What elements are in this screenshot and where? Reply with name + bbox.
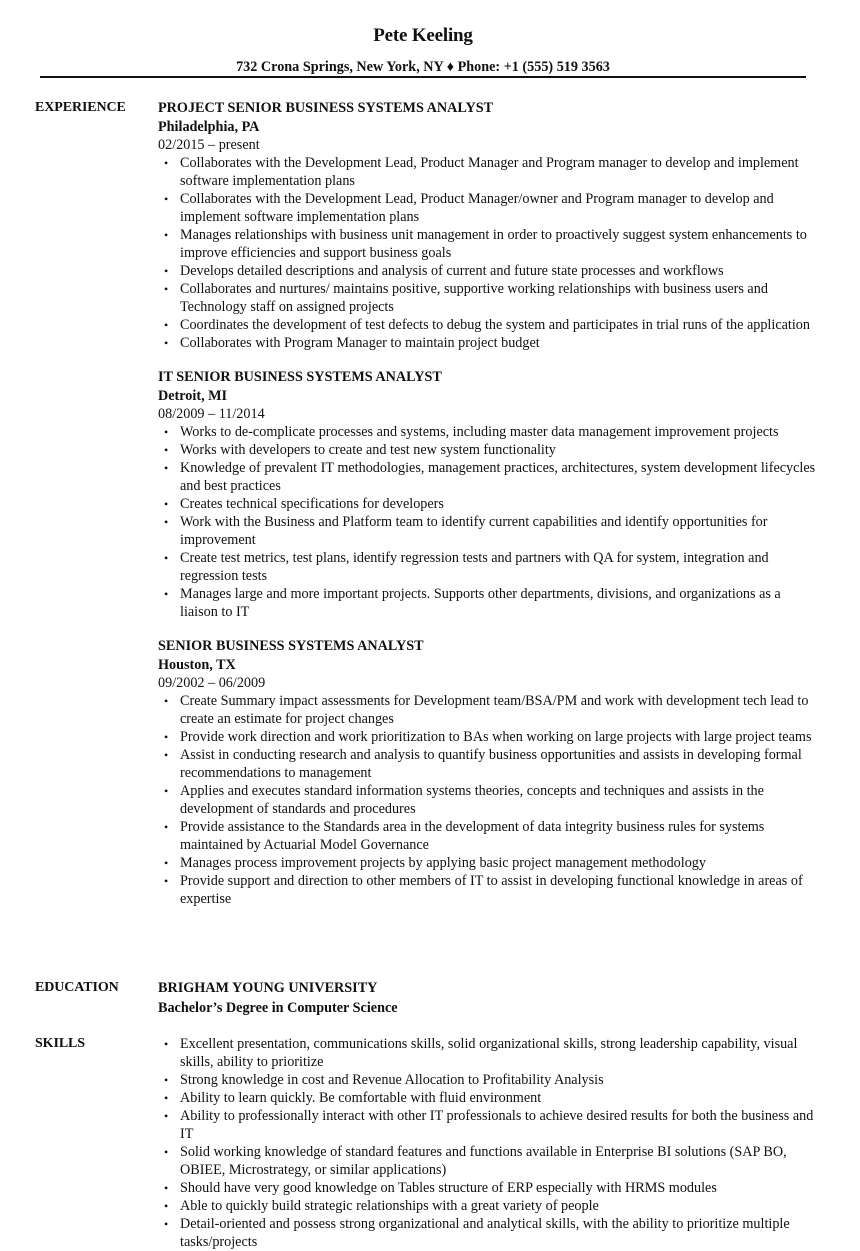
job-title: IT SENIOR BUSINESS SYSTEMS ANALYST <box>158 369 442 385</box>
skill-item: • Should have very good knowledge on Tables structure of ERP especially with HRMS modules <box>158 1179 818 1197</box>
bullet-item: • Work with the Business and Platform team to identify current capabilities and identify opportunities for improvement <box>158 513 818 549</box>
bullet-item: • Create Summary impact assessments for Development team/BSA/PM and work with development tech lead to create an estimate for project changes <box>158 692 818 728</box>
bullet-item: • Collaborates with the Development Lead, Product Manager and Program manager to develop and implement software implementation plans <box>158 154 818 190</box>
job-title: SENIOR BUSINESS SYSTEMS ANALYST <box>158 638 424 654</box>
bullet-item: • Develops detailed descriptions and analysis of current and future state processes and workflows <box>158 262 818 280</box>
job-location: Houston, TX <box>158 657 236 673</box>
job-bullets <box>158 692 818 908</box>
bullet-item: • Provide assistance to the Standards area in the development of data integrity business rules for systems maintained by Actuarial Model Governance <box>158 818 818 854</box>
resume-header <box>40 24 806 76</box>
section-label-experience: EXPERIENCE <box>35 100 126 115</box>
degree: Bachelor’s Degree in Computer Science <box>158 1000 398 1016</box>
bullet-item: • Collaborates with Program Manager to maintain project budget <box>158 334 818 352</box>
header-divider <box>40 76 806 78</box>
skill-item: • Ability to learn quickly. Be comfortable with fluid environment <box>158 1089 818 1107</box>
skill-item: • Able to quickly build strategic relationships with a great variety of people <box>158 1197 818 1215</box>
bullet-item: • Create test metrics, test plans, identify regression tests and partners with QA for system, integration and regression tests <box>158 549 818 585</box>
bullet-item: • Works to de-complicate processes and systems, including master data management improvement projects <box>158 423 818 441</box>
bullet-item: • Coordinates the development of test defects to debug the system and participates in trial runs of the application <box>158 316 818 334</box>
job-dates: 09/2002 – 06/2009 <box>158 675 266 691</box>
section-label-skills: SKILLS <box>35 1036 85 1051</box>
bullet-item: • Knowledge of prevalent IT methodologies, management practices, architectures, system development lifecycles and best practices <box>158 459 818 495</box>
bullet-item: • Manages process improvement projects by applying basic project management methodology <box>158 854 818 872</box>
skill-item: • Ability to professionally interact with other IT professionals to achieve desired results for both the business and IT <box>158 1107 818 1143</box>
skills-body <box>158 1035 818 1251</box>
bullet-item: • Creates technical specifications for developers <box>158 495 818 513</box>
experience-body <box>158 99 818 924</box>
skill-item: • Solid working knowledge of standard features and functions available in Enterprise BI solutions (SAP BO, OBIEE, Microstrategy, or similar applications) <box>158 1143 818 1179</box>
job-location: Detroit, MI <box>158 388 228 404</box>
bullet-item: • Collaborates and nurtures/ maintains positive, supportive working relationships with business users and Technology staff on assigned projects <box>158 280 818 316</box>
job-location: Philadelphia, PA <box>158 119 260 135</box>
job-dates: 02/2015 – present <box>158 137 260 153</box>
contact-line: 732 Crona Springs, New York, NY ♦ Phone: +1 (555) 519 3563 <box>236 59 610 75</box>
skills-list <box>158 1035 818 1251</box>
job-entry <box>158 368 818 621</box>
bullet-item: • Applies and executes standard information systems theories, concepts and techniques and assists in the development of standards and procedures <box>158 782 818 818</box>
skill-item: • Detail-oriented and possess strong organizational and analytical skills, with the ability to prioritize multiple tasks/projects <box>158 1215 818 1251</box>
school-name: BRIGHAM YOUNG UNIVERSITY <box>158 980 378 996</box>
bullet-item: • Manages relationships with business unit management in order to proactively suggest system enhancements to improve efficiencies and support business goals <box>158 226 818 262</box>
job-bullets <box>158 154 818 352</box>
job-entry <box>158 637 818 908</box>
job-title: PROJECT SENIOR BUSINESS SYSTEMS ANALYST <box>158 100 494 116</box>
bullet-item: • Works with developers to create and test new system functionality <box>158 441 818 459</box>
bullet-item: • Manages large and more important projects. Supports other departments, divisions, and organizations as a liaison to IT <box>158 585 818 621</box>
skill-item: • Excellent presentation, communications skills, solid organizational skills, strong leadership capability, visual skills, ability to prioritize <box>158 1035 818 1071</box>
bullet-item: • Assist in conducting research and analysis to quantify business opportunities and assists in developing formal recommendations to management <box>158 746 818 782</box>
job-dates: 08/2009 – 11/2014 <box>158 406 265 422</box>
candidate-name: Pete Keeling <box>373 25 473 46</box>
bullet-item: • Provide support and direction to other members of IT to assist in developing functional knowledge in areas of expertise <box>158 872 818 908</box>
education-body <box>158 979 818 1017</box>
skill-item: • Strong knowledge in cost and Revenue Allocation to Profitability Analysis <box>158 1071 818 1089</box>
section-label-education: EDUCATION <box>35 980 119 995</box>
job-entry <box>158 99 818 352</box>
job-bullets <box>158 423 818 621</box>
bullet-item: • Collaborates with the Development Lead, Product Manager/owner and Program manager to develop and implement software implementation plans <box>158 190 818 226</box>
bullet-item: • Provide work direction and work prioritization to BAs when working on large projects with large project teams <box>158 728 818 746</box>
